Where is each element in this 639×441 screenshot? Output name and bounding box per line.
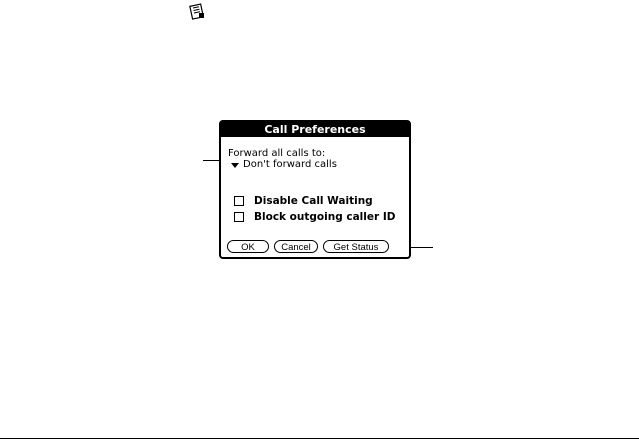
block-caller-id-row[interactable] [234, 210, 395, 224]
disable-call-waiting-label: Disable Call Waiting [254, 195, 373, 207]
forward-calls-picker[interactable] [231, 159, 337, 171]
footer-rule [0, 438, 639, 439]
forward-calls-label: Forward all calls to: [228, 148, 326, 159]
phone-book-icon [188, 2, 206, 20]
disable-call-waiting-row[interactable] [234, 194, 373, 208]
get-status-button[interactable]: Get Status [323, 240, 389, 253]
cancel-button[interactable]: Cancel [274, 240, 318, 253]
call-preferences-dialog [219, 120, 411, 259]
disable-call-waiting-checkbox[interactable] [234, 196, 244, 206]
block-caller-id-checkbox[interactable] [234, 212, 244, 222]
ok-button[interactable]: OK [227, 240, 269, 253]
forward-calls-value: Don't forward calls [243, 159, 337, 170]
dropdown-arrow-icon [231, 163, 239, 168]
block-caller-id-label: Block outgoing caller ID [254, 211, 396, 223]
dialog-title: Call Preferences [221, 122, 409, 137]
